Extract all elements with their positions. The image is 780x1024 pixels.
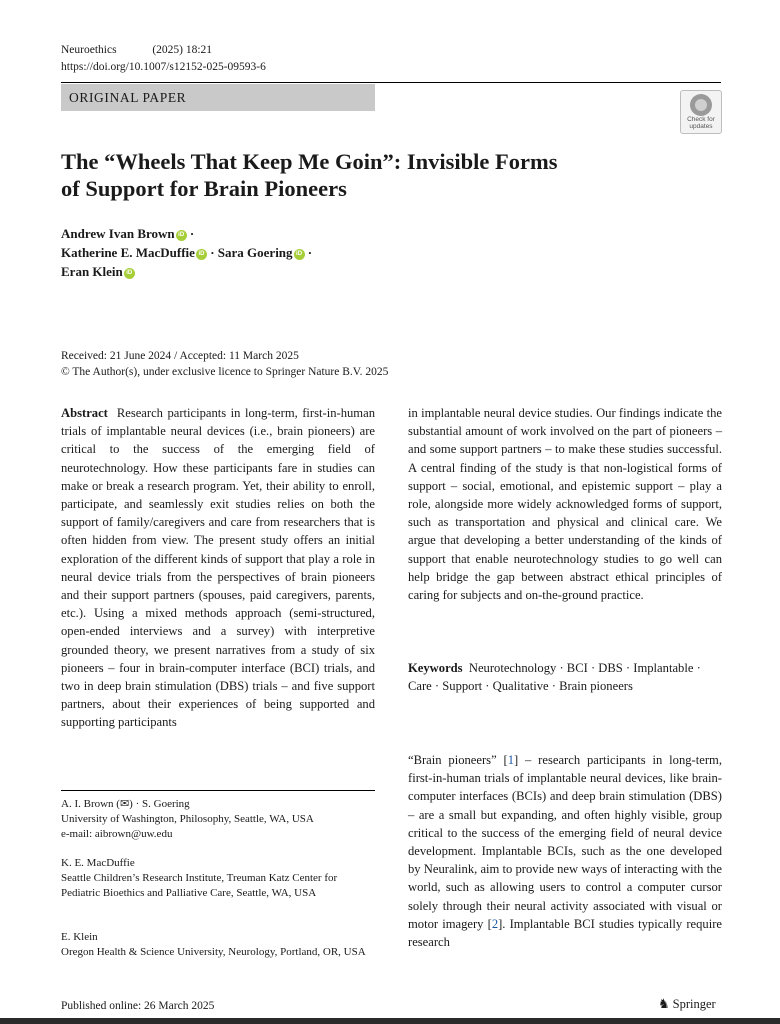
keywords: [408, 659, 722, 695]
affiliation-block: K. E. MacDuffie Seattle Children’s Research Institute, Treuman Katz Center for Pediatric Bioethics and Palliative Care, Seattle, WA, USA: [61, 857, 338, 899]
article-type-banner: ORIGINAL PAPER: [61, 84, 375, 111]
check-for-updates-badge[interactable]: [680, 90, 722, 134]
footnote-rule: [61, 790, 375, 791]
abstract-text: Research participants in long-term, first-in-human trials of implantable neural devices (i.e., brain pioneers) are critical to the success of the emerging field of neurotechnology. How these participants fare in studies can make or break a research program. Yet, their ability to enroll, participate, and seamlessly exit studies relies on both the support of family/caregivers and care from researchers that is often hidden from view. The present study offers an initial exploration of the different kinds of support that play a role in neural device trials from the perspectives of brain pioneers and their support partners (spouses, paid caregivers, parents, etc.). Using a mixed methods approach (semi-structured, open-ended interviews and a survey) with interpretive grounded theory, we present narratives from a study of six pioneers – four in brain-computer interface (BCI) trials, and two in deep brain stimulation (DBS) trials – and five support partners, about their experiences of being supported and supporting participants: [61, 406, 375, 730]
doi-link[interactable]: https://doi.org/10.1007/s12152-025-09593-6: [61, 61, 266, 73]
received-accepted: Received: 21 June 2024 / Accepted: 11 March 2025: [61, 350, 299, 362]
affiliation-block: A. I. Brown (✉) · S. Goering University of Washington, Philosophy, Seattle, WA, USA e-mail: aibrown@uw.edu: [61, 798, 314, 840]
author-list: Andrew Ivan Brown iD · Katherine E. MacDuffie iD · Sara Goering iD · Eran Klein iD: [61, 226, 313, 279]
bottom-overlay-bar: [0, 1018, 780, 1024]
author-name[interactable]: Sara Goering: [217, 245, 293, 260]
introduction-paragraph: “Brain pioneers” [1] – research participants in long-term, first-in-human trials of implantable neural devices, like brain-computer interfaces (BCIs) and deep brain stimulation (DBS) – are a small but expanding, and often highly visible, group critical to the success of the emerging field of neural device development. Implantable BCIs, such as the one developed by Neuralink, aim to provide new ways of interacting with the world, such as allowing users to control a computer cursor solely through their neural activity associated with visual or motor imagery [2]. Implantable BCI studies typically require research: [408, 753, 722, 950]
published-online: Published online: 26 March 2025: [61, 1000, 215, 1012]
volume-info: (2025) 18:21: [152, 44, 213, 56]
abstract-right: [408, 404, 722, 604]
journal-name: Neuroethics: [61, 44, 117, 56]
abstract-left: [61, 404, 375, 732]
orcid-icon[interactable]: iD: [294, 249, 305, 260]
copyright-line: © The Author(s), under exclusive licence to Springer Nature B.V. 2025: [61, 366, 389, 378]
keywords-label: Keywords: [408, 661, 463, 675]
header-rule: [61, 82, 721, 83]
orcid-icon[interactable]: iD: [124, 268, 135, 279]
keywords-text: Neurotechnology · BCI · DBS · Implantable · Care · Support · Qualitative · Brain pioneers: [408, 661, 701, 694]
article-dates: [61, 348, 388, 380]
springer-horse-icon: ♞: [658, 997, 670, 1012]
orcid-icon[interactable]: iD: [196, 249, 207, 260]
email-link[interactable]: e-mail: aibrown@uw.edu: [61, 828, 173, 840]
citation-link[interactable]: 1: [507, 753, 514, 767]
publisher-logo: [658, 997, 716, 1012]
article-title: The “Wheels That Keep Me Goin”: Invisible Forms of Support for Brain Pioneers: [61, 149, 558, 201]
author-name[interactable]: Eran Klein: [61, 264, 123, 279]
author-name[interactable]: Katherine E. MacDuffie: [61, 245, 195, 260]
abstract-label: Abstract: [61, 406, 108, 420]
check-for-updates-icon: [690, 94, 712, 116]
affiliation-block: E. Klein Oregon Health & Science University, Neurology, Portland, OR, USA: [61, 931, 366, 958]
abstract-text-continued: in implantable neural device studies. Our findings indicate the substantial amount of work involved on the part of pioneers – and some support partners – to make these studies successful. A central finding of the study is that non-logistical forms of support – social, emotional, and epistemic support – play a role, alongside more widely acknowledged forms of support, such as transportation and physical and clinical care. We argue that developing a better understanding of the kinds of support that enable neurotechnology studies to go well can help bridge the gap between abstract ethical principles of caring for subjects and on-the-ground practice.: [408, 406, 722, 603]
orcid-icon[interactable]: iD: [176, 230, 187, 241]
author-name[interactable]: Andrew Ivan Brown: [61, 226, 175, 241]
publisher-name: Springer: [672, 997, 716, 1011]
check-for-updates-label: Check for updates: [687, 116, 715, 130]
citation-link[interactable]: 2: [491, 916, 499, 931]
journal-header: [61, 42, 266, 76]
